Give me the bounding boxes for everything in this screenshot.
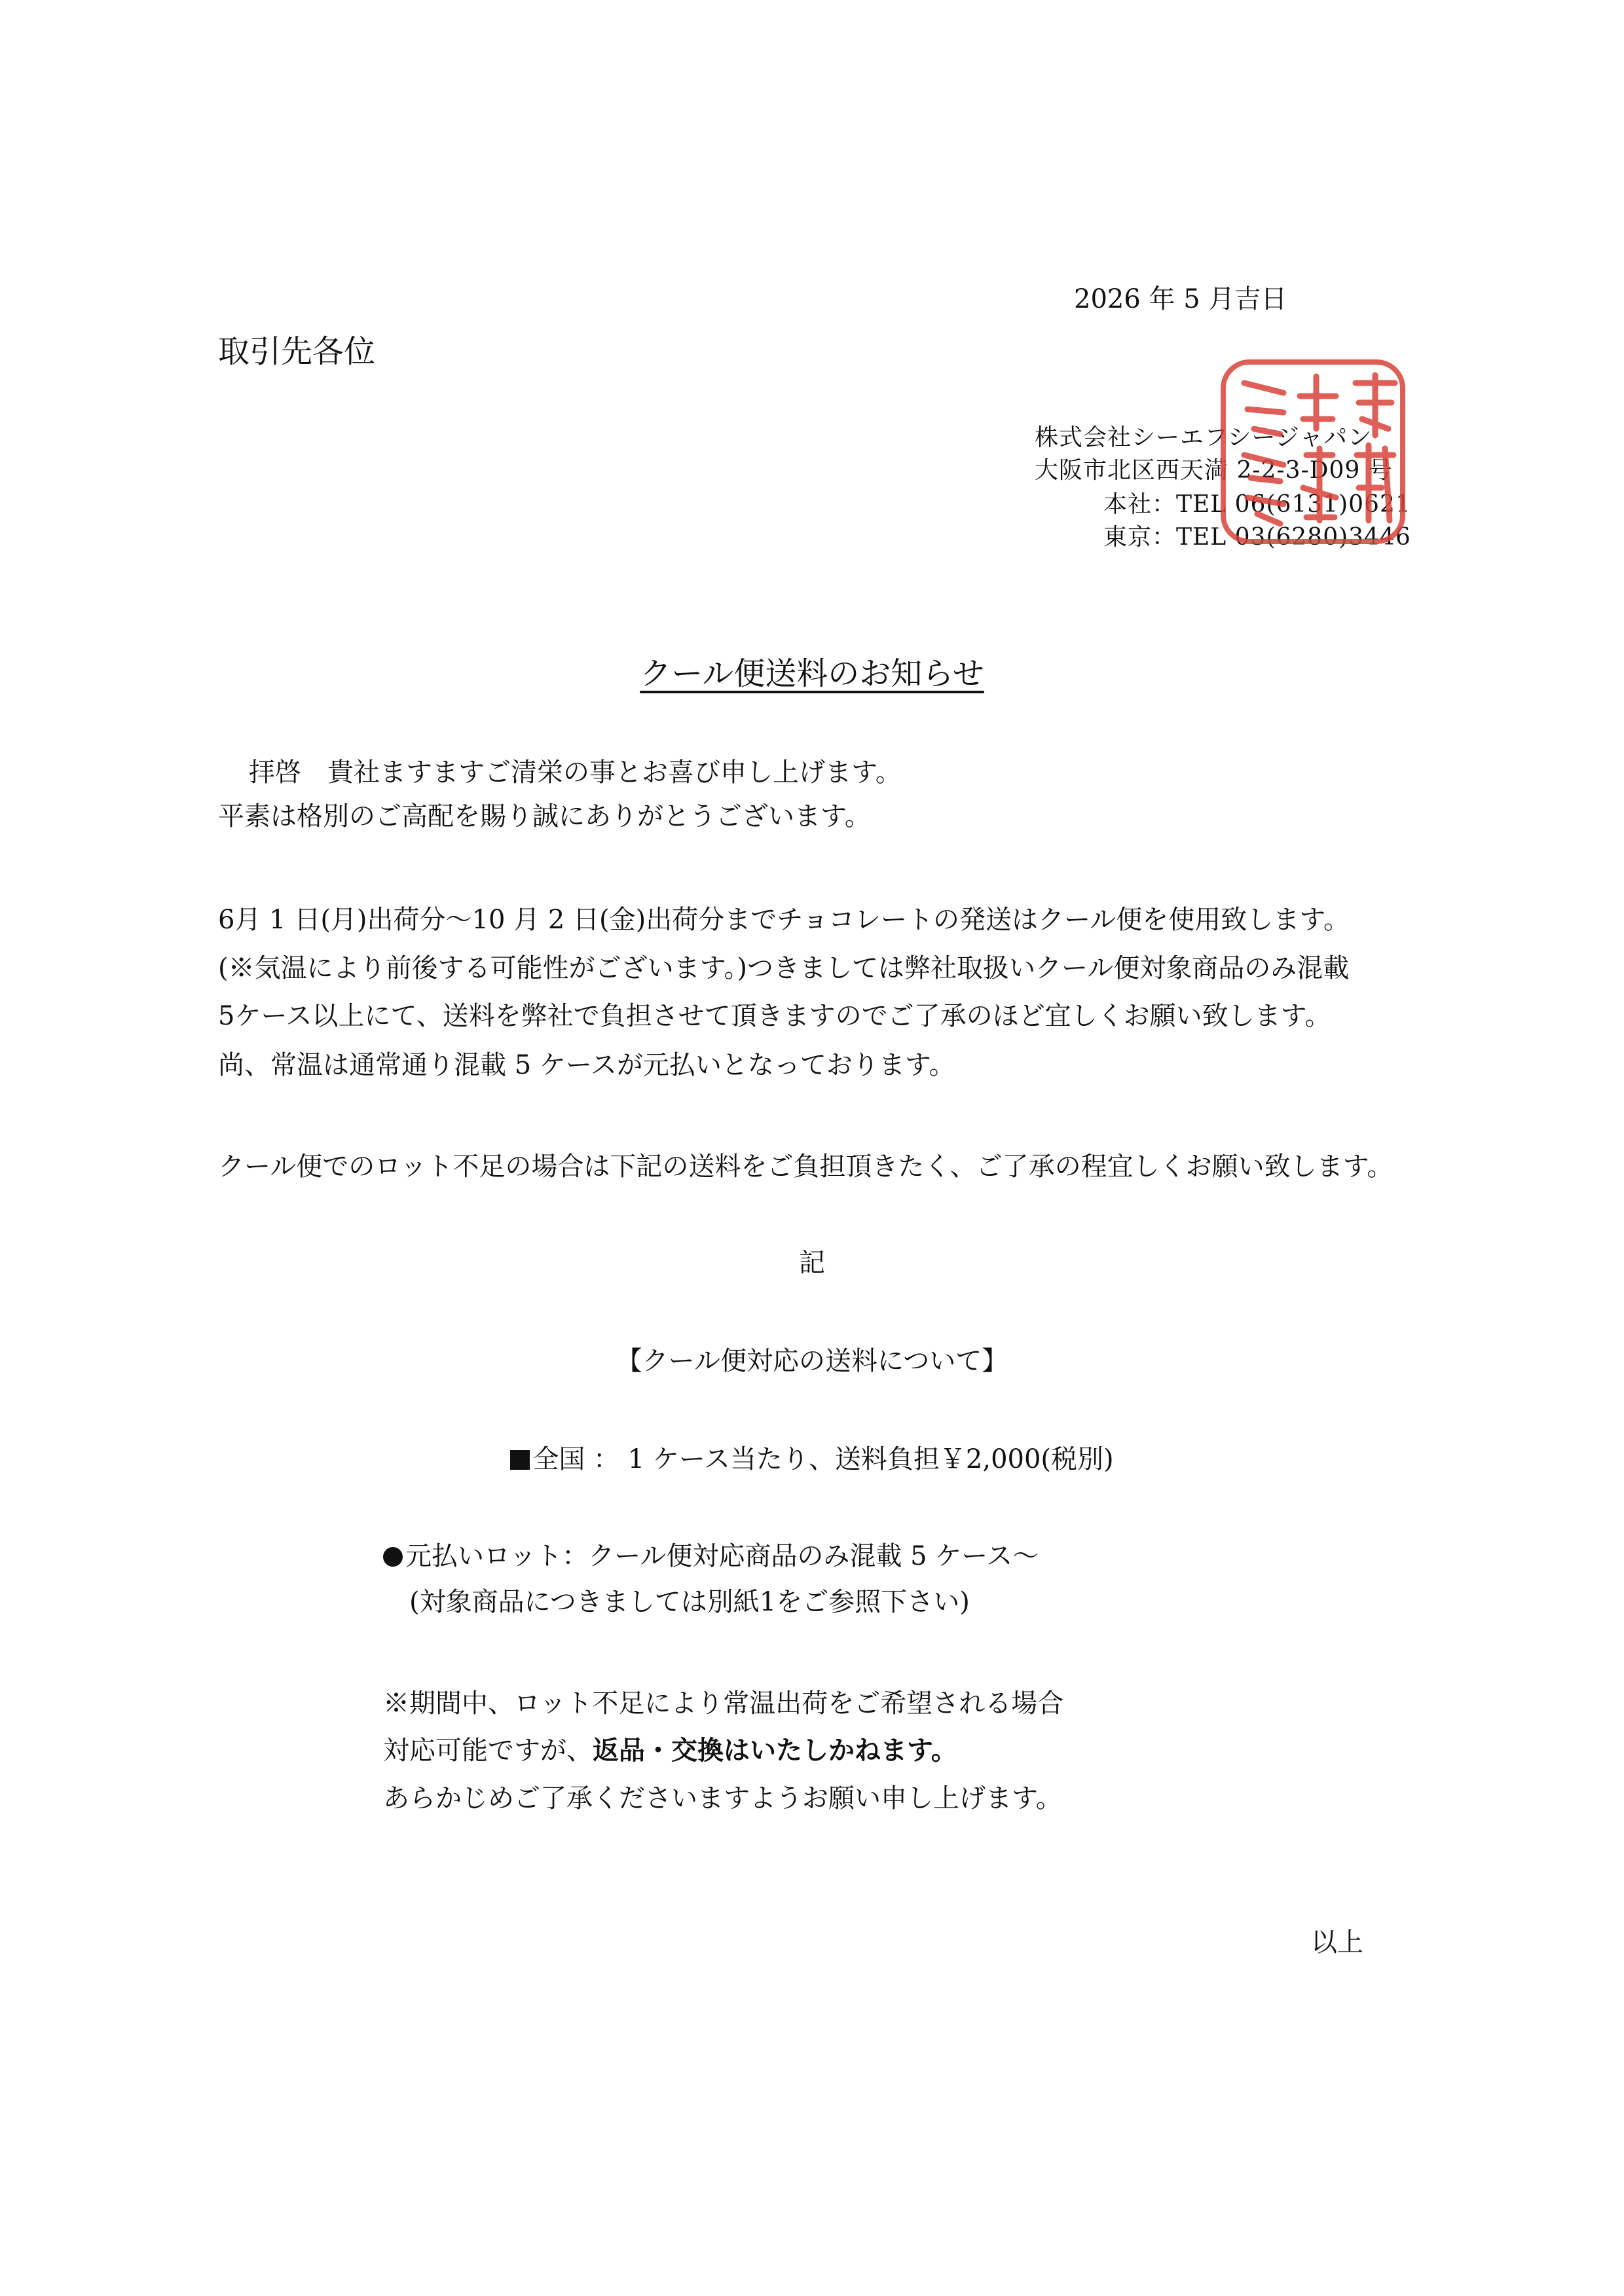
- recipient: 取引先各位: [218, 333, 376, 370]
- note-line: [383, 1730, 957, 1767]
- lot-note: (対象商品につきましては別紙1をご参照下さい): [409, 1587, 970, 1617]
- document-title: [0, 648, 1624, 693]
- closing-mark: 以上: [1311, 1927, 1363, 1958]
- black-circle-icon: [383, 1547, 403, 1567]
- note-emphasis: 返品・交換はいたしかねます。: [593, 1735, 957, 1766]
- company-name: 株式会社シーエフシージャパン: [1035, 424, 1373, 451]
- company-address: 大阪市北区西天満 2-2-3-D09 号: [1035, 457, 1393, 484]
- paragraph-line: (※気温により前後する可能性がございます。)つきましては弊社取扱いクール便対象商品のみ混載: [218, 953, 1350, 983]
- paragraph-line: 尚、常温は通常通り混載 5 ケースが元払いとなっております。: [218, 1050, 955, 1080]
- lot-text: 元払いロット：クール便対応商品のみ混載 5 ケース～: [405, 1541, 1039, 1571]
- greeting-line: 拝啓 貴社ますますご清栄の事とお喜び申し上げます。: [249, 757, 902, 788]
- rate-text: 全国 ： 1 ケース当たり、送料負担￥2,000(税別): [532, 1444, 1114, 1474]
- paragraph-line: 5ケース以上にて、送料を弊社で負担させて頂きますのでご了承のほど宜しくお願い致します。: [218, 1001, 1331, 1031]
- black-square-icon: [510, 1450, 530, 1470]
- head-office-phone: 本社：TEL 06(6131)0621: [1103, 491, 1411, 518]
- rate-line: [0, 1438, 1624, 1476]
- note-prefix: 対応可能ですが、: [383, 1736, 593, 1766]
- company-seal-stamp: [1218, 357, 1408, 547]
- paragraph-line: クール便でのロット不足の場合は下記の送料をご負担頂きたく、ご了承の程宜しくお願い致します。: [218, 1152, 1393, 1182]
- lot-line: [383, 1535, 1039, 1573]
- thanks-line: 平素は格別のご高配を賜り誠にありがとうございます。: [218, 801, 871, 831]
- issue-date: 2026 年 5 月吉日: [1074, 284, 1287, 314]
- paragraph-line: 6月 1 日(月)出荷分～10 月 2 日(金)出荷分までチョコレートの発送はクール便を使用致します。: [218, 905, 1350, 935]
- document-title-text: クール便送料のお知らせ: [640, 655, 984, 692]
- record-heading: 【クール便対応の送料について】: [616, 1346, 1008, 1376]
- tokyo-office-phone: 東京：TEL 03(6280)3446: [1103, 524, 1411, 551]
- note-line: ※期間中、ロット不足により常温出荷をご希望される場合: [383, 1688, 1064, 1719]
- note-line: あらかじめご了承くださいますようお願い申し上げます。: [383, 1783, 1062, 1813]
- record-marker: 記: [799, 1248, 825, 1278]
